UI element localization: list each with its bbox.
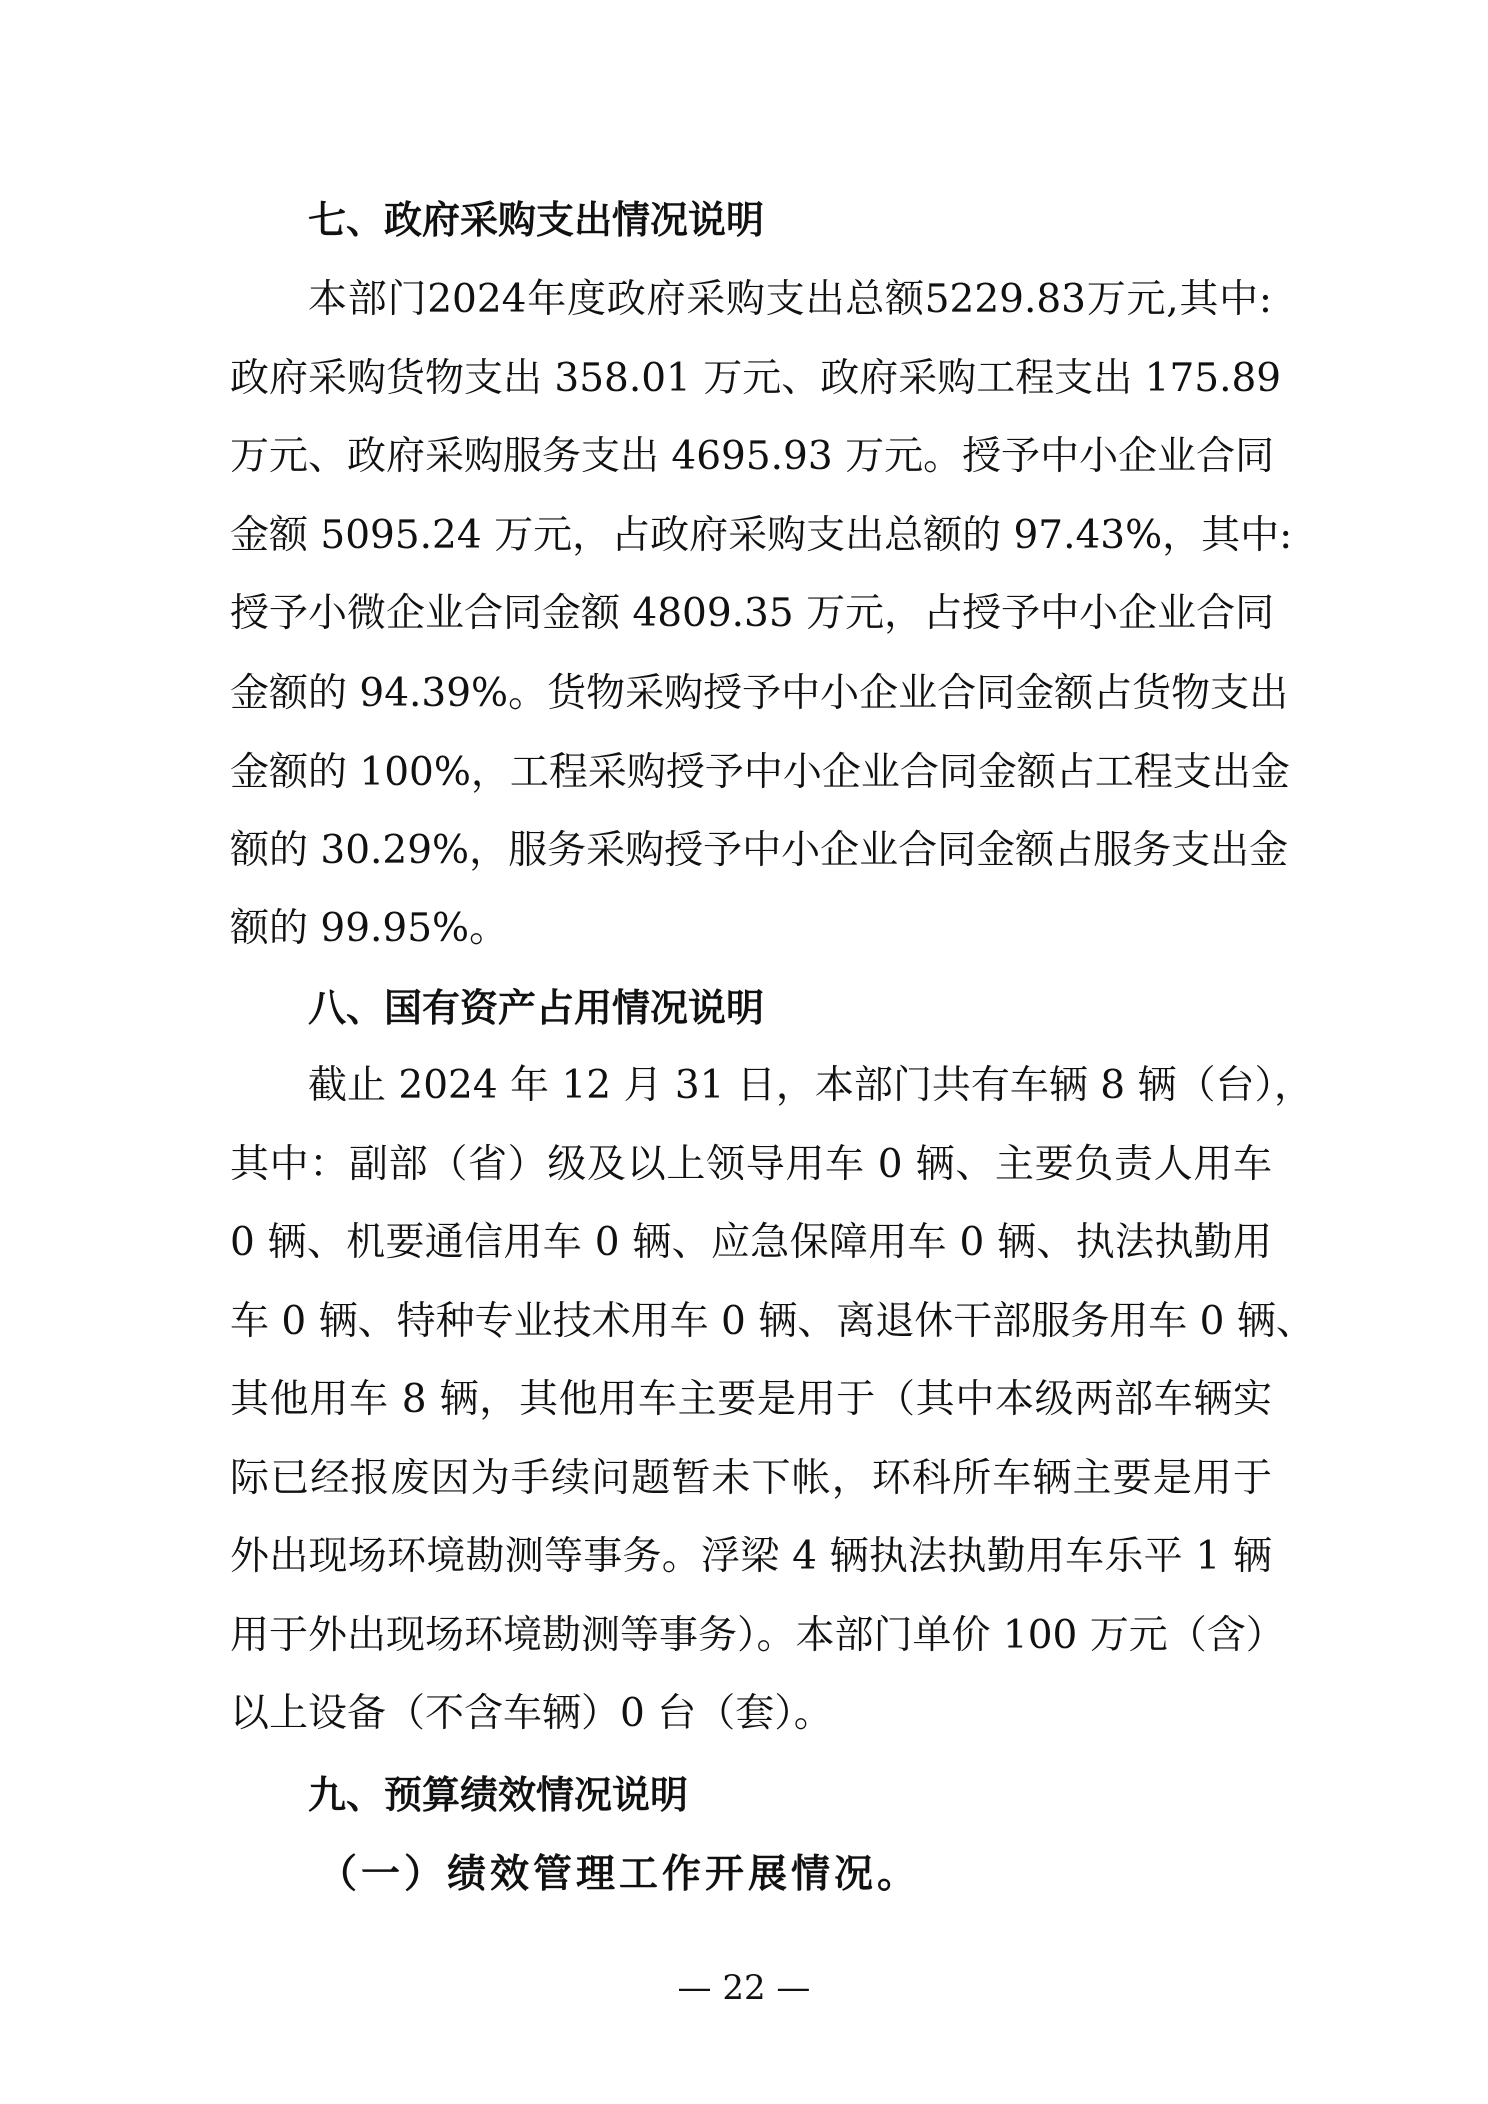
paragraph-line: 政府采购货物支出 358.01 万元、政府采购工程支出 175.89	[230, 356, 1282, 401]
section-heading: 七、政府采购支出情况说明	[308, 198, 765, 242]
paragraph-line: 车 0 辆、特种专业技术用车 0 辆、离退休干部服务用车 0 辆、	[230, 1299, 1315, 1344]
paragraph-line: 以上设备（不含车辆）0 台（套）。	[230, 1691, 833, 1736]
paragraph-line: 额的 99.95%。	[230, 906, 509, 951]
paragraph-line: 0 辆、机要通信用车 0 辆、应急保障用车 0 辆、执法执勤用	[230, 1220, 1272, 1265]
paragraph-line: 金额的 100%，工程采购授予中小企业合同金额占工程支出金	[230, 750, 1290, 795]
paragraph-line: 其中：副部（省）级及以上领导用车 0 辆、主要负责人用车	[230, 1142, 1272, 1187]
paragraph-line: 金额 5095.24 万元，占政府采购支出总额的 97.43%，其中:	[230, 513, 1293, 558]
paragraph-line: 其他用车 8 辆，其他用车主要是用于（其中本级两部车辆实	[230, 1377, 1272, 1422]
paragraph-line: 额的 30.29%，服务采购授予中小企业合同金额占服务支出金	[230, 828, 1289, 873]
paragraph-line: 金额的 94.39%。货物采购授予中小企业合同金额占货物支出	[230, 671, 1289, 716]
paragraph-line: 本部门2024年度政府采购支出总额5229.83万元,其中:	[308, 277, 1272, 322]
paragraph-line: 截止 2024 年 12 月 31 日，本部门共有车辆 8 辆（台），	[308, 1063, 1313, 1108]
subsection-heading: （一）绩效管理工作开展情况。	[318, 1851, 921, 1897]
paragraph-line: 万元、政府采购服务支出 4695.93 万元。授予中小企业合同	[230, 434, 1275, 479]
paragraph-line: 际已经报废因为手续问题暂未下帐，环科所车辆主要是用于	[230, 1456, 1272, 1501]
section-heading: 九、预算绩效情况说明	[308, 1773, 689, 1817]
paragraph-line: 外出现场环境勘测等事务。浮梁 4 辆执法执勤用车乐平 1 辆	[230, 1534, 1272, 1579]
section-heading: 八、国有资产占用情况说明	[308, 986, 765, 1030]
paragraph-line: 用于外出现场环境勘测等事务）。本部门单价 100 万元（含）	[230, 1613, 1285, 1658]
paragraph-line: 授予小微企业合同金额 4809.35 万元，占授予中小企业合同	[230, 591, 1275, 636]
page-number: — 22 —	[677, 1968, 811, 2008]
